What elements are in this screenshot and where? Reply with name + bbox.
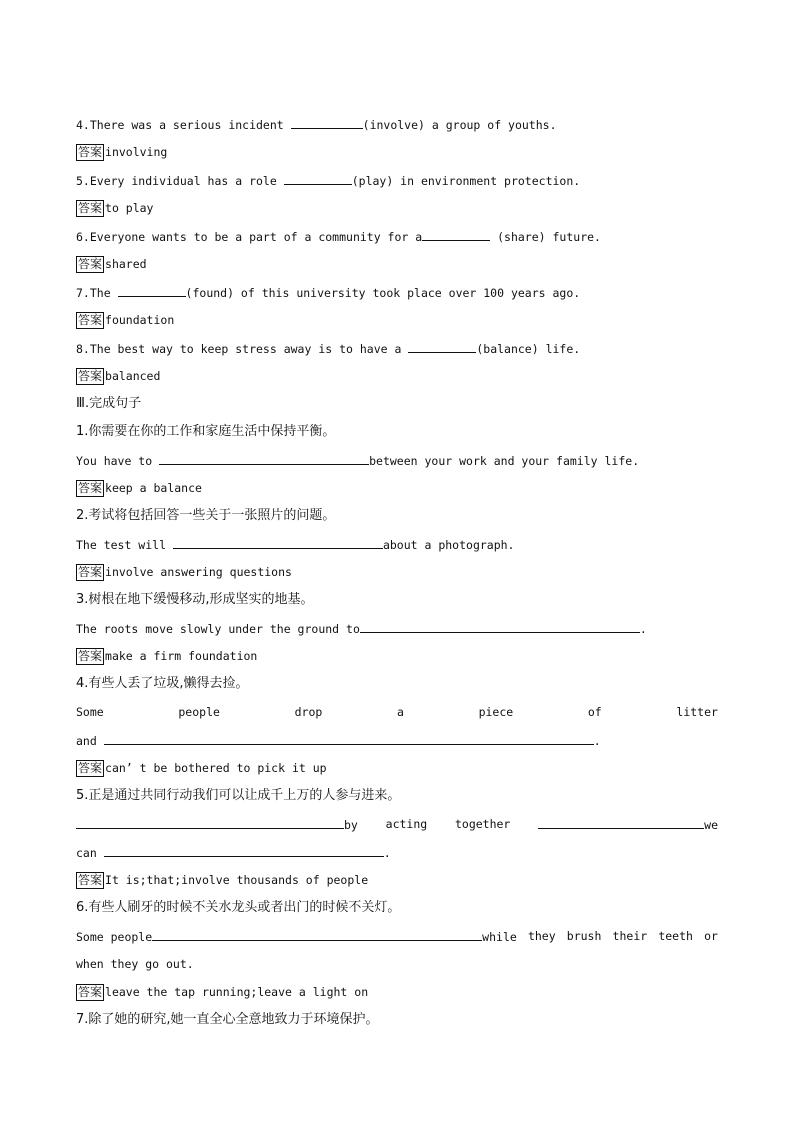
sentence-word: they <box>527 929 556 943</box>
question-text: 5.Every individual has a role <box>76 174 284 188</box>
answer-text: foundation <box>105 313 175 327</box>
answer-label: 答案 <box>78 481 103 495</box>
sentence-text: You have to <box>76 454 160 468</box>
sentence-1-chinese: 1.你需要在你的工作和家庭生活中保持平衡。 <box>76 424 336 439</box>
answer-blank <box>152 928 482 941</box>
sentence-word: while <box>482 930 517 944</box>
answer-text: It is;that;involve thousands of people <box>105 873 369 887</box>
answer-text: can’ t be bothered to pick it up <box>105 761 327 775</box>
answer-blank <box>118 284 186 297</box>
answer-s6 <box>76 980 718 1008</box>
answer-4 <box>76 140 718 168</box>
question-text: 4.There was a serious incident <box>76 118 291 132</box>
question-text: 8.The best way to keep stress away is to have a <box>76 342 409 356</box>
answer-blank <box>360 620 640 633</box>
question-text: 6.Everyone wants to be a part of a community for a <box>76 230 423 244</box>
answer-text: to play <box>105 201 154 215</box>
sentence-1 <box>76 448 718 476</box>
sentence-word: a <box>396 705 404 719</box>
question-8 <box>76 336 718 364</box>
sentence-5-line-2 <box>76 840 718 868</box>
answer-blank <box>173 536 383 549</box>
sentence-text: The roots move slowly under the ground to <box>76 622 360 636</box>
sentence-5-line-1 <box>76 812 718 840</box>
question-text: (play) in environment protection. <box>351 174 581 188</box>
sentence-7-chinese: 7.除了她的研究,她一直全心全意地致力于环境保护。 <box>76 1012 379 1027</box>
question-text: (balance) life. <box>476 342 581 356</box>
question-text: (involve) a group of youths. <box>362 118 557 132</box>
answer-text: leave the tap running;leave a light on <box>105 985 369 999</box>
answer-text: make a firm foundation <box>105 649 258 663</box>
answer-text: involving <box>105 145 168 159</box>
sentence-6-line-2: when they go out. <box>76 957 194 971</box>
sentence-word: of <box>587 705 602 719</box>
answer-text: involve answering questions <box>105 565 292 579</box>
sentence-2-chinese: 2.考试将包括回答一些关于一张照片的问题。 <box>76 508 336 523</box>
sentence-3 <box>76 616 718 644</box>
sentence-word: or <box>704 929 718 943</box>
sentence-word: acting <box>385 817 428 831</box>
answer-label: 答案 <box>78 565 103 579</box>
answer-label: 答案 <box>78 369 103 383</box>
answer-label: 答案 <box>78 649 103 663</box>
answer-blank <box>422 228 490 241</box>
sentence-6-chinese: 6.有些人刷牙的时候不关水龙头或者出门的时候不关灯。 <box>76 900 401 915</box>
answer-blank <box>538 816 704 829</box>
sentence-text: Some people <box>76 930 153 944</box>
question-7 <box>76 280 718 308</box>
question-text: (found) of this university took place over 100 years ago. <box>185 286 581 300</box>
question-6 <box>76 224 718 252</box>
answer-s1 <box>76 476 718 504</box>
sentence-word: their <box>612 929 648 943</box>
answer-label: 答案 <box>78 145 103 159</box>
sentence-text: and <box>76 734 104 748</box>
sentence-4-chinese: 4.有些人丢了垃圾,懒得去捡。 <box>76 676 249 691</box>
answer-label: 答案 <box>78 761 103 775</box>
sentence-word: litter <box>676 705 718 719</box>
question-4 <box>76 112 718 140</box>
sentence-word: people <box>178 705 220 719</box>
answer-text: keep a balance <box>105 481 202 495</box>
sentence-word: by <box>344 818 358 832</box>
sentence-4-line-2 <box>76 728 718 756</box>
sentence-6-line-1 <box>76 924 718 952</box>
answer-blank <box>291 116 363 129</box>
sentence-word: brush <box>566 929 602 943</box>
answer-blank <box>408 340 476 353</box>
sentence-text: . <box>593 734 601 748</box>
worksheet-page <box>76 112 718 1036</box>
sentence-word: drop <box>294 705 323 719</box>
question-5 <box>76 168 718 196</box>
answer-blank <box>76 816 344 829</box>
sentence-word: teeth <box>658 929 693 943</box>
answer-s4 <box>76 756 718 784</box>
answer-s2 <box>76 560 718 588</box>
sentence-2 <box>76 532 718 560</box>
sentence-text: . <box>383 846 391 860</box>
answer-5 <box>76 196 718 224</box>
answer-blank <box>159 452 369 465</box>
answer-6 <box>76 252 718 280</box>
sentence-4-line-1 <box>76 700 718 728</box>
section-heading: Ⅲ.完成句子 <box>76 396 142 411</box>
sentence-5-chinese: 5.正是通过共同行动我们可以让成千上万的人参与进来。 <box>76 788 401 803</box>
sentence-text: can <box>76 846 104 860</box>
sentence-text: The test will <box>76 538 173 552</box>
answer-label: 答案 <box>78 873 103 887</box>
sentence-word: Some <box>76 705 104 719</box>
answer-label: 答案 <box>78 257 103 271</box>
sentence-word: we <box>704 818 718 832</box>
answer-8 <box>76 364 718 392</box>
answer-label: 答案 <box>78 313 103 327</box>
answer-blank <box>104 732 594 745</box>
answer-text: shared <box>105 257 147 271</box>
answer-label: 答案 <box>78 201 103 215</box>
answer-blank <box>104 844 384 857</box>
sentence-text: about a photograph. <box>382 538 515 552</box>
question-text: 7.The <box>76 286 118 300</box>
answer-blank <box>284 172 352 185</box>
answer-s5 <box>76 868 718 896</box>
sentence-text: . <box>639 622 647 636</box>
answer-s3 <box>76 644 718 672</box>
answer-label: 答案 <box>78 985 103 999</box>
sentence-text: between your work and your family life. <box>369 454 640 468</box>
sentence-3-chinese: 3.树根在地下缓慢移动,形成坚实的地基。 <box>76 592 314 607</box>
sentence-word: piece <box>478 705 514 719</box>
sentence-word: together <box>454 817 511 831</box>
question-text: (share) future. <box>490 230 601 244</box>
answer-text: balanced <box>105 369 161 383</box>
answer-7 <box>76 308 718 336</box>
